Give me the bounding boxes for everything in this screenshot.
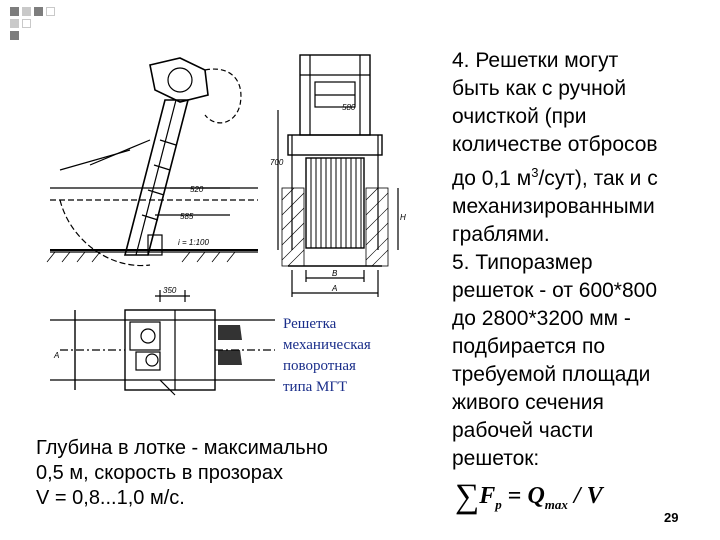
caption-line: механическая (283, 337, 371, 353)
superscript: 3 (531, 165, 539, 180)
dim-700-label: 700 (270, 158, 284, 167)
formula-q-subscript: max (544, 496, 568, 512)
formula-f: F (479, 483, 496, 509)
dim-350-label: 350 (163, 286, 177, 295)
text-fragment: /сут), так и с (538, 167, 658, 190)
front-view (278, 55, 398, 297)
text-line: решеток: (452, 447, 540, 470)
decor-square (22, 19, 31, 28)
text-line-volume (452, 159, 720, 193)
formula-f-subscript: p (495, 496, 502, 512)
figure-caption (283, 314, 413, 398)
text-line: подбирается по (452, 335, 606, 358)
text-line: 4. Решетки могут (452, 49, 619, 72)
section-a-label: А (54, 351, 60, 360)
decor-square (10, 7, 19, 16)
decor-square (22, 7, 31, 16)
text-line: до 2800*3200 мм - (452, 307, 631, 330)
slope-label: i = 1:100 (178, 238, 209, 247)
text-fragment: до 0,1 м (452, 167, 532, 190)
decor-square (46, 7, 55, 16)
text-line: Глубина в лотке - максимально (36, 437, 328, 459)
plan-view (50, 290, 275, 395)
channel-depth-text (36, 436, 426, 511)
decor-square (34, 7, 43, 16)
text-line: механизированными (452, 195, 655, 218)
dim-580-label: 580 (342, 103, 356, 112)
caption-line: типа МГТ (283, 379, 348, 395)
formula-q: Q (527, 483, 545, 509)
text-line: граблями. (452, 223, 550, 246)
page-number: 29 (664, 510, 679, 525)
sigma-symbol: ∑ (455, 478, 480, 515)
text-line: живого сечения (452, 391, 604, 414)
text-line: очисткой (при (452, 105, 587, 128)
text-line: быть как с ручной (452, 77, 627, 100)
dim-h-label: H (400, 213, 406, 222)
dim-520-label: 520 (190, 185, 204, 194)
caption-line: поворотная (283, 358, 356, 374)
side-view (47, 58, 258, 266)
area-formula (455, 478, 603, 516)
text-line: V = 0,8...1,0 м/с. (36, 487, 185, 509)
dim-b-label: B (332, 269, 338, 278)
text-line: 5. Типоразмер (452, 251, 593, 274)
decor-square (10, 31, 19, 40)
text-line: 0,5 м, скорость в прозорах (36, 462, 284, 484)
text-line: рабочей части (452, 419, 594, 442)
dim-585-label: 585 (180, 212, 194, 221)
dim-a-label: A (332, 284, 338, 293)
text-line: решеток - от 600*800 (452, 279, 658, 302)
text-line: количестве отбросов (452, 133, 658, 156)
formula-divide-v: / V (567, 483, 603, 509)
decor-square (10, 19, 19, 28)
formula-equals: = (501, 483, 528, 509)
description-text (452, 47, 720, 473)
text-line: требуемой площади (452, 363, 651, 386)
caption-line: Решетка (283, 316, 337, 332)
